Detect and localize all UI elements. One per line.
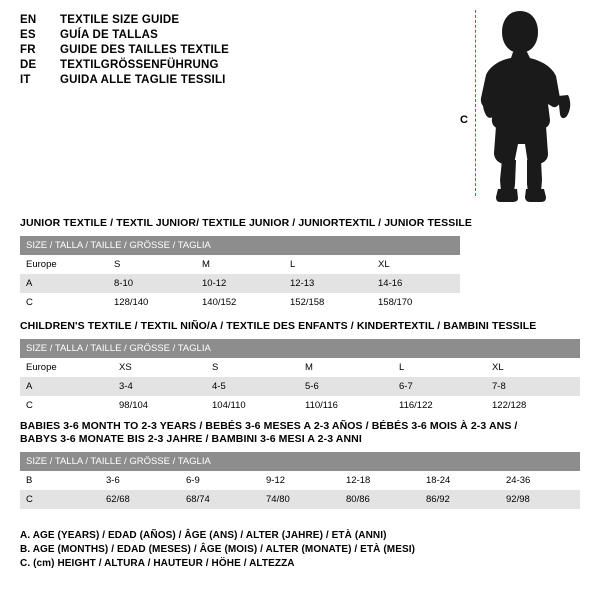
language-title: TEXTILGRÖSSENFÜHRUNG <box>60 59 219 71</box>
section-title-babies-line1: BABIES 3-6 MONTH TO 2-3 YEARS / BEBÉS 3-6 MESES A 2-3 AÑOS / BÉBÉS 3-6 MOIS À 2-3 ANS / <box>20 420 518 432</box>
section-title-junior: JUNIOR TEXTILE / TEXTIL JUNIOR/ TEXTILE JUNIOR / JUNIORTEXTIL / JUNIOR TESSILE <box>20 217 472 229</box>
language-code: FR <box>20 44 36 56</box>
cell: 158/170 <box>372 293 460 312</box>
cell: L <box>284 255 372 274</box>
cell: 3-6 <box>100 471 180 490</box>
row-label: A <box>20 274 108 293</box>
language-code: EN <box>20 14 37 26</box>
cell: S <box>206 358 299 377</box>
cell: 128/140 <box>108 293 196 312</box>
table-header-row <box>20 236 460 255</box>
row-label: C <box>20 293 108 312</box>
language-row-en <box>20 14 440 26</box>
junior-size-table <box>20 236 460 312</box>
table-row <box>20 377 580 396</box>
language-title: TEXTILE SIZE GUIDE <box>60 14 180 26</box>
cell: 6-7 <box>393 377 486 396</box>
child-silhouette-icon <box>480 8 590 203</box>
language-row-fr <box>20 44 440 56</box>
measure-label-c: C <box>460 114 468 126</box>
cell: 116/122 <box>393 396 486 415</box>
cell: 152/158 <box>284 293 372 312</box>
cell: 10-12 <box>196 274 284 293</box>
cell: M <box>196 255 284 274</box>
cell: 6-9 <box>180 471 260 490</box>
cell: 62/68 <box>100 490 180 509</box>
language-header <box>20 14 440 89</box>
cell: 80/86 <box>340 490 420 509</box>
cell: 4-5 <box>206 377 299 396</box>
language-code: DE <box>20 59 37 71</box>
cell: S <box>108 255 196 274</box>
row-label: Europe <box>20 255 108 274</box>
cell: 8-10 <box>108 274 196 293</box>
row-label: Europe <box>20 358 113 377</box>
table-header-row <box>20 339 580 358</box>
measurement-figure <box>452 8 592 203</box>
cell: 7-8 <box>486 377 580 396</box>
language-title: GUIDE DES TAILLES TEXTILE <box>60 44 229 56</box>
table-row <box>20 396 580 415</box>
cell: 3-4 <box>113 377 206 396</box>
legend-line-c: C. (cm) HEIGHT / ALTURA / HAUTEUR / HÖHE / ALTEZZA <box>20 558 295 569</box>
cell: M <box>299 358 393 377</box>
cell: 110/116 <box>299 396 393 415</box>
legend-line-b: B. AGE (MONTHS) / EDAD (MESES) / ÂGE (MOIS) / ALTER (MONATE) / ETÀ (MESI) <box>20 544 416 555</box>
language-title: GUIDA ALLE TAGLIE TESSILI <box>60 74 226 86</box>
table-row <box>20 255 460 274</box>
language-row-es <box>20 29 440 41</box>
language-code: ES <box>20 29 36 41</box>
cell: 68/74 <box>180 490 260 509</box>
language-code: IT <box>20 74 31 86</box>
table-row <box>20 490 580 509</box>
table-header-label: SIZE / TALLA / TAILLE / GRÖSSE / TAGLIA <box>20 452 580 471</box>
legend-line-a: A. AGE (YEARS) / EDAD (AÑOS) / ÂGE (ANS) / ALTER (JAHRE) / ETÀ (ANNI) <box>20 530 387 541</box>
language-row-it <box>20 74 440 86</box>
cell: 5-6 <box>299 377 393 396</box>
legend-block <box>20 530 580 572</box>
cell: 74/80 <box>260 490 340 509</box>
cell: 12-18 <box>340 471 420 490</box>
table-header-row <box>20 452 580 471</box>
height-measure-line <box>475 10 476 196</box>
babies-size-table <box>20 452 580 509</box>
language-row-de <box>20 59 440 71</box>
table-row <box>20 358 580 377</box>
children-size-table <box>20 339 580 415</box>
row-label: A <box>20 377 113 396</box>
section-title-children: CHILDREN'S TEXTILE / TEXTIL NIÑO/A / TEXTILE DES ENFANTS / KINDERTEXTIL / BAMBINI TESSILE <box>20 320 537 332</box>
table-row <box>20 274 460 293</box>
table-header-label: SIZE / TALLA / TAILLE / GRÖSSE / TAGLIA <box>20 236 460 255</box>
cell: 104/110 <box>206 396 299 415</box>
cell: 18-24 <box>420 471 500 490</box>
cell: 140/152 <box>196 293 284 312</box>
cell: 122/128 <box>486 396 580 415</box>
cell: L <box>393 358 486 377</box>
table-row <box>20 293 460 312</box>
row-label: B <box>20 471 100 490</box>
row-label: C <box>20 396 113 415</box>
cell: XL <box>372 255 460 274</box>
language-title: GUÍA DE TALLAS <box>60 29 158 41</box>
cell: 12-13 <box>284 274 372 293</box>
cell: 9-12 <box>260 471 340 490</box>
cell: 24-36 <box>500 471 580 490</box>
cell: 98/104 <box>113 396 206 415</box>
cell: XL <box>486 358 580 377</box>
cell: 86/92 <box>420 490 500 509</box>
section-title-babies-line2: BABYS 3-6 MONATE BIS 2-3 JAHRE / BAMBINI 3-6 MESI A 2-3 ANNI <box>20 433 362 445</box>
table-row <box>20 471 580 490</box>
row-label: C <box>20 490 100 509</box>
table-header-label: SIZE / TALLA / TAILLE / GRÖSSE / TAGLIA <box>20 339 580 358</box>
cell: 92/98 <box>500 490 580 509</box>
cell: 14-16 <box>372 274 460 293</box>
section-title-babies <box>20 420 517 446</box>
cell: XS <box>113 358 206 377</box>
